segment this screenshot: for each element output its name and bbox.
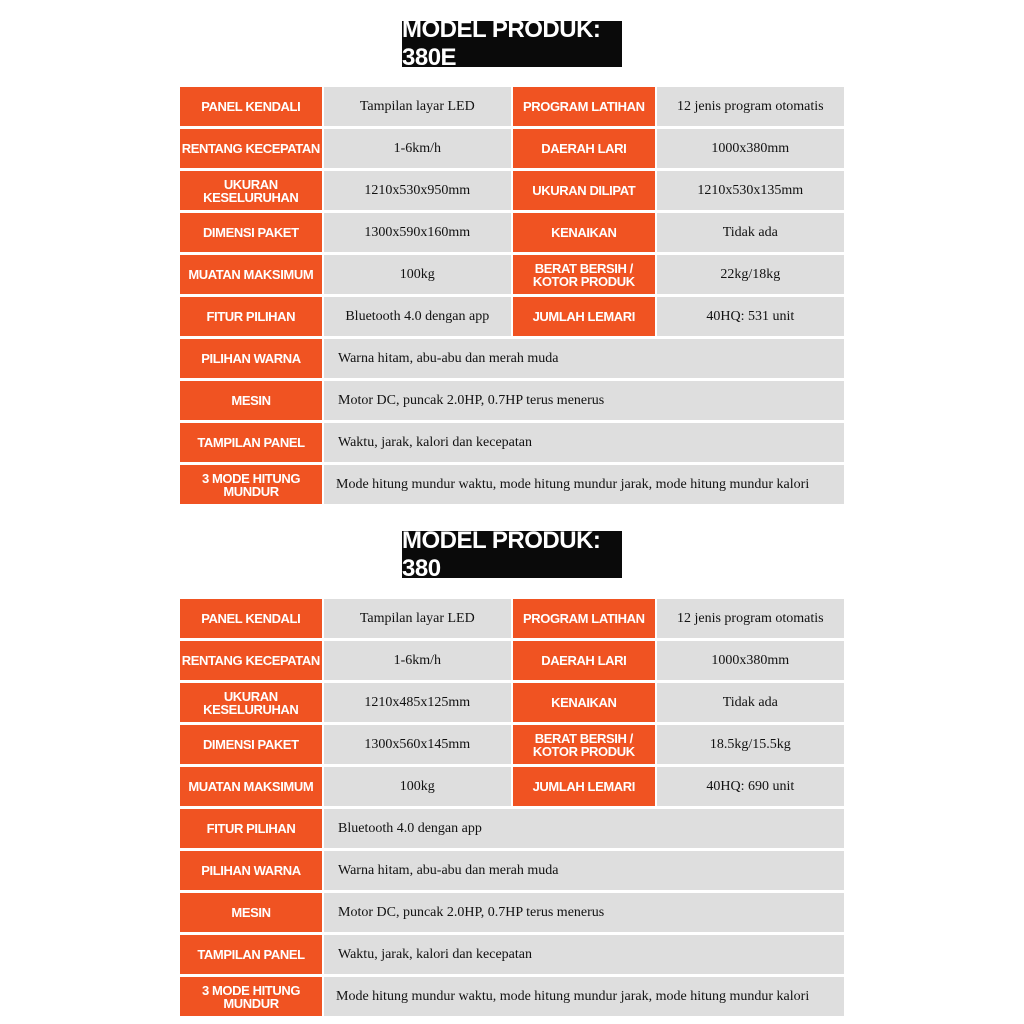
spec-row <box>180 255 844 294</box>
spec-row <box>180 297 844 336</box>
spec-row <box>180 599 844 638</box>
spec-row <box>180 339 844 378</box>
spec-label: DIMENSI PAKET <box>180 213 322 252</box>
spec-value: Bluetooth 4.0 dengan app <box>324 809 844 848</box>
spec-value: Motor DC, puncak 2.0HP, 0.7HP terus menerus <box>324 381 844 420</box>
spec-value: Tidak ada <box>657 683 844 722</box>
spec-value: 12 jenis program otomatis <box>657 87 844 126</box>
spec-value: Tampilan layar LED <box>324 599 511 638</box>
spec-table-380 <box>180 599 844 1019</box>
spec-label: TAMPILAN PANEL <box>180 935 322 974</box>
spec-row <box>180 893 844 932</box>
spec-row <box>180 129 844 168</box>
spec-value: Waktu, jarak, kalori dan kecepatan <box>324 935 844 974</box>
spec-label: UKURAN KESELURUHAN <box>180 171 322 210</box>
spec-value: 18.5kg/15.5kg <box>657 725 844 764</box>
spec-label: RENTANG KECEPATAN <box>180 641 322 680</box>
spec-value: 1210x530x950mm <box>324 171 511 210</box>
spec-row <box>180 171 844 210</box>
spec-label: FITUR PILIHAN <box>180 297 322 336</box>
spec-value: Warna hitam, abu-abu dan merah muda <box>324 851 844 890</box>
spec-label: BERAT BERSIH / KOTOR PRODUK <box>513 255 655 294</box>
spec-row <box>180 641 844 680</box>
spec-value: 1210x485x125mm <box>324 683 511 722</box>
spec-value: Bluetooth 4.0 dengan app <box>324 297 511 336</box>
spec-label: MESIN <box>180 381 322 420</box>
spec-value: 40HQ: 690 unit <box>657 767 844 806</box>
spec-label: FITUR PILIHAN <box>180 809 322 848</box>
spec-label: DAERAH LARI <box>513 641 655 680</box>
spec-value: 1-6km/h <box>324 641 511 680</box>
spec-label: RENTANG KECEPATAN <box>180 129 322 168</box>
spec-label: PANEL KENDALI <box>180 87 322 126</box>
model-380e-title: MODEL PRODUK: 380E <box>402 21 622 67</box>
spec-label: 3 MODE HITUNG MUNDUR <box>180 465 322 504</box>
spec-table-380e <box>180 87 844 507</box>
spec-label: 3 MODE HITUNG MUNDUR <box>180 977 322 1016</box>
spec-row <box>180 213 844 252</box>
spec-label: KENAIKAN <box>513 213 655 252</box>
spec-value: 22kg/18kg <box>657 255 844 294</box>
spec-value: 1-6km/h <box>324 129 511 168</box>
spec-row <box>180 87 844 126</box>
spec-label: MUATAN MAKSIMUM <box>180 255 322 294</box>
spec-value: Waktu, jarak, kalori dan kecepatan <box>324 423 844 462</box>
spec-value: 1300x560x145mm <box>324 725 511 764</box>
spec-row <box>180 935 844 974</box>
spec-label: BERAT BERSIH / KOTOR PRODUK <box>513 725 655 764</box>
spec-label: DIMENSI PAKET <box>180 725 322 764</box>
spec-label: PROGRAM LATIHAN <box>513 599 655 638</box>
spec-value: 1300x590x160mm <box>324 213 511 252</box>
spec-label: KENAIKAN <box>513 683 655 722</box>
spec-label: TAMPILAN PANEL <box>180 423 322 462</box>
spec-label: UKURAN DILIPAT <box>513 171 655 210</box>
spec-value: Motor DC, puncak 2.0HP, 0.7HP terus menerus <box>324 893 844 932</box>
model-380-title: MODEL PRODUK: 380 <box>402 531 622 578</box>
spec-row <box>180 809 844 848</box>
spec-value: Mode hitung mundur waktu, mode hitung mundur jarak, mode hitung mundur kalori <box>324 977 844 1016</box>
spec-label: MUATAN MAKSIMUM <box>180 767 322 806</box>
spec-row <box>180 683 844 722</box>
spec-label: PANEL KENDALI <box>180 599 322 638</box>
spec-value: Tidak ada <box>657 213 844 252</box>
spec-label: DAERAH LARI <box>513 129 655 168</box>
spec-label: PILIHAN WARNA <box>180 851 322 890</box>
spec-row <box>180 465 844 504</box>
spec-value: 12 jenis program otomatis <box>657 599 844 638</box>
spec-value: 1210x530x135mm <box>657 171 844 210</box>
spec-value: 40HQ: 531 unit <box>657 297 844 336</box>
spec-row <box>180 423 844 462</box>
spec-label: MESIN <box>180 893 322 932</box>
spec-label: PILIHAN WARNA <box>180 339 322 378</box>
spec-row <box>180 851 844 890</box>
spec-label: JUMLAH LEMARI <box>513 297 655 336</box>
spec-value: Mode hitung mundur waktu, mode hitung mundur jarak, mode hitung mundur kalori <box>324 465 844 504</box>
spec-value: 100kg <box>324 767 511 806</box>
spec-row <box>180 725 844 764</box>
spec-label: UKURAN KESELURUHAN <box>180 683 322 722</box>
spec-label: JUMLAH LEMARI <box>513 767 655 806</box>
spec-row <box>180 977 844 1016</box>
spec-value: 100kg <box>324 255 511 294</box>
spec-row <box>180 381 844 420</box>
spec-label: PROGRAM LATIHAN <box>513 87 655 126</box>
spec-value: 1000x380mm <box>657 129 844 168</box>
spec-value: 1000x380mm <box>657 641 844 680</box>
spec-value: Warna hitam, abu-abu dan merah muda <box>324 339 844 378</box>
spec-row <box>180 767 844 806</box>
spec-value: Tampilan layar LED <box>324 87 511 126</box>
